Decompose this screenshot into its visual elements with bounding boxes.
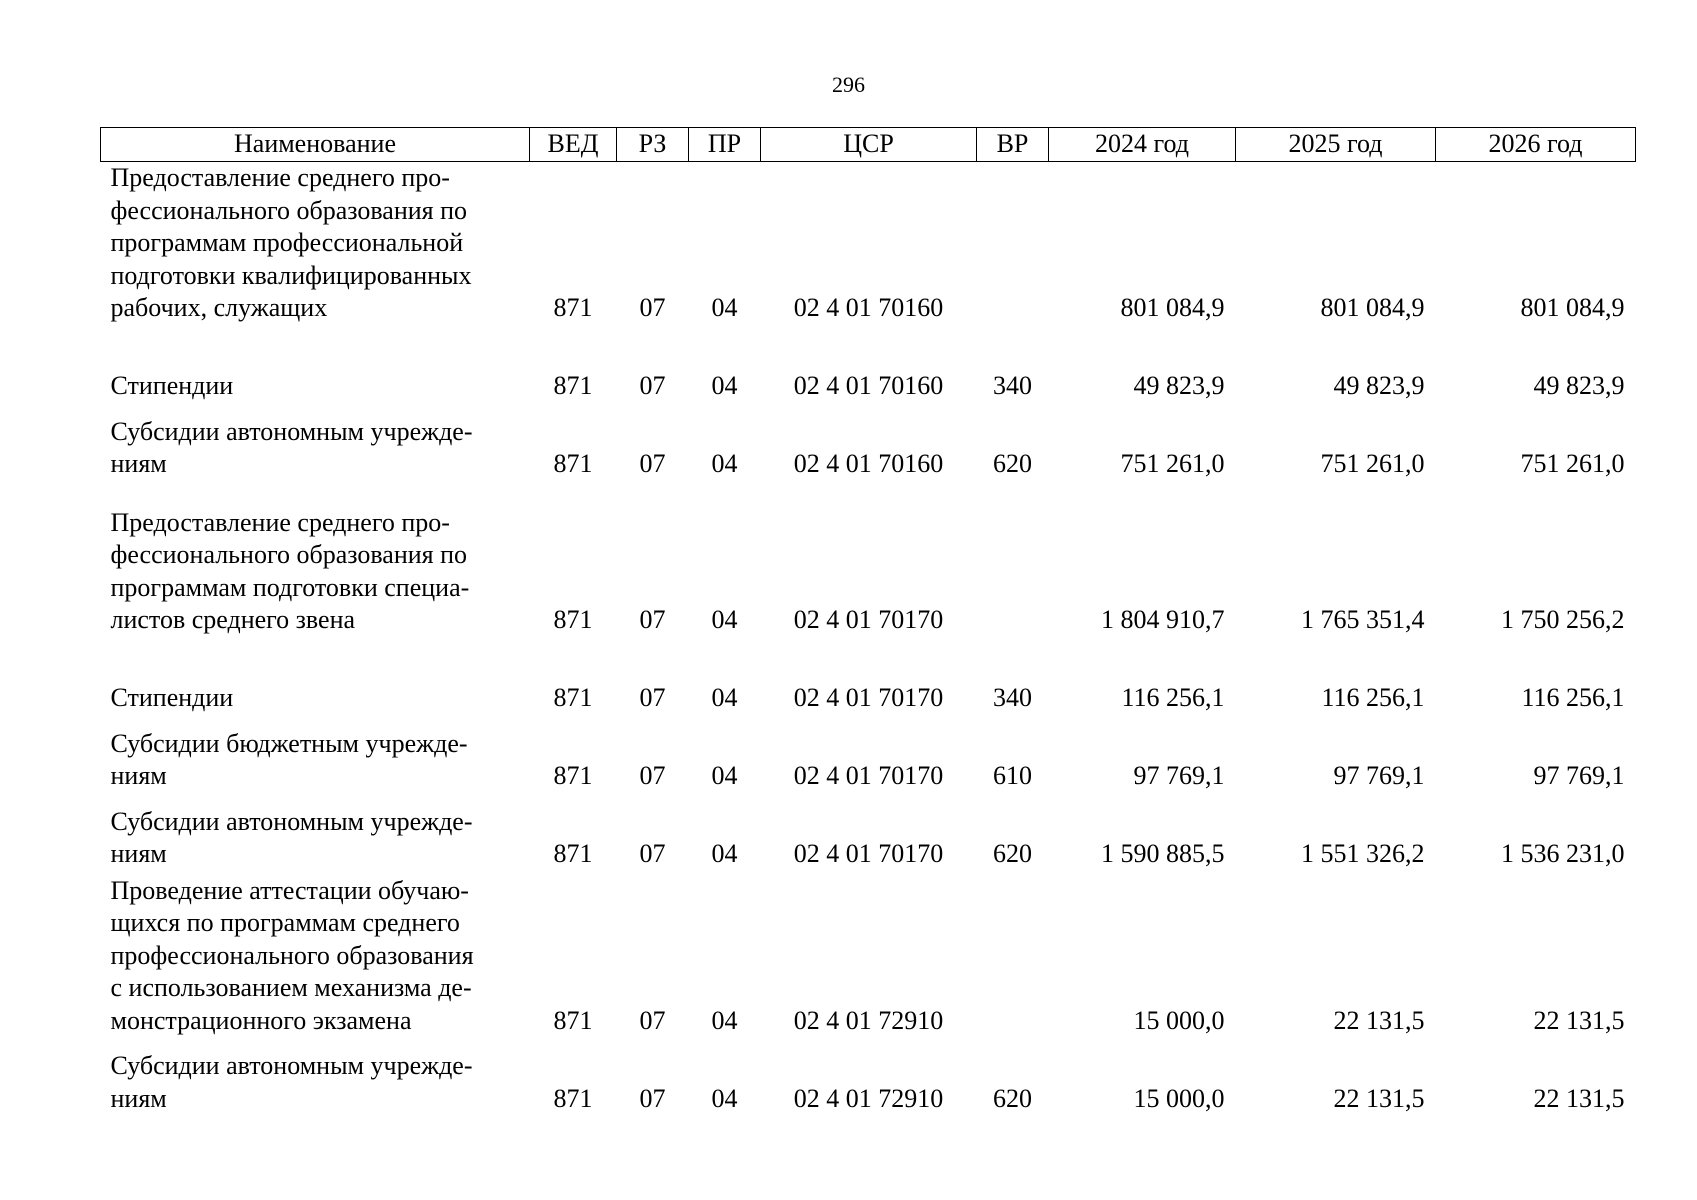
row-rz: 07 [639, 449, 666, 478]
row-rz: 07 [639, 683, 666, 712]
row-2025: 801 084,9 [1320, 293, 1425, 322]
row-csr: 02 4 01 70170 [793, 683, 944, 712]
row-2026: 1 750 256,2 [1501, 605, 1625, 634]
row-name: Стипендии [110, 371, 234, 400]
row-pr: 04 [711, 839, 738, 868]
row-vr: 340 [993, 371, 1032, 400]
row-2026: 751 261,0 [1520, 449, 1625, 478]
row-pr: 04 [711, 1083, 738, 1113]
row-csr: 02 4 01 70170 [793, 605, 944, 634]
row-ved: 871 [553, 605, 593, 634]
row-rz: 07 [639, 1083, 666, 1113]
table-row [101, 797, 1636, 875]
row-pr: 04 [711, 449, 738, 478]
row-rz: 07 [639, 839, 666, 868]
table-header-row [101, 128, 1636, 162]
table-row [101, 329, 1636, 407]
row-ved: 871 [553, 1005, 593, 1035]
row-ved: 871 [553, 293, 593, 322]
row-name: Субсидии бюджетным учрежде- ниям [110, 728, 468, 790]
page-number: 296 [832, 72, 865, 97]
header-ved: ВЕД [530, 128, 617, 162]
row-rz: 07 [639, 761, 666, 790]
row-pr: 04 [711, 605, 738, 634]
header-csr: ЦСР [761, 128, 977, 162]
row-csr: 02 4 01 70160 [793, 449, 944, 478]
row-name: Предоставление среднего про- фессионального образования по программам профессиональной подготовки квалифицированных рабочих, служащих [110, 163, 472, 322]
header-vr: ВР [977, 128, 1049, 162]
row-2025: 49 823,9 [1333, 371, 1425, 400]
row-vr: 620 [993, 449, 1032, 478]
row-2024: 15 000,0 [1133, 1005, 1225, 1035]
row-pr: 04 [711, 371, 738, 400]
row-vr: 610 [993, 761, 1032, 790]
row-pr: 04 [711, 1005, 738, 1035]
row-2026: 22 131,5 [1533, 1005, 1625, 1035]
row-ved: 871 [553, 761, 593, 790]
row-csr: 02 4 01 72910 [793, 1005, 944, 1035]
table-row [101, 162, 1636, 329]
row-name: Субсидии автономным учрежде- ниям [110, 416, 473, 478]
row-name: Проведение аттестации обучаю- щихся по программам среднего профессионального образования с использованием механизма де- монстрационного экзамена [110, 875, 474, 1035]
row-ved: 871 [553, 683, 593, 712]
header-rz: РЗ [617, 128, 689, 162]
row-vr [977, 485, 1049, 641]
row-vr: 340 [993, 683, 1032, 712]
header-pr: ПР [689, 128, 761, 162]
row-csr: 02 4 01 70160 [793, 293, 944, 322]
table-row [101, 485, 1636, 641]
row-name: Стипендии [110, 683, 234, 712]
row-2025: 1 765 351,4 [1301, 605, 1425, 634]
row-2024: 801 084,9 [1120, 293, 1225, 322]
row-pr: 04 [711, 293, 738, 322]
row-csr: 02 4 01 70170 [793, 761, 944, 790]
row-rz: 07 [639, 371, 666, 400]
row-csr: 02 4 01 70160 [793, 371, 944, 400]
row-name: Предоставление среднего про- фессионального образования по программам подготовки специа- листов среднего звена [110, 507, 470, 634]
row-name: Субсидии автономным учрежде- ниям [110, 806, 473, 868]
row-rz: 07 [639, 605, 666, 634]
row-ved: 871 [553, 839, 593, 868]
row-2026: 22 131,5 [1533, 1083, 1625, 1113]
row-csr: 02 4 01 72910 [793, 1083, 944, 1113]
row-2024: 1 590 885,5 [1101, 839, 1225, 868]
row-rz: 07 [639, 293, 666, 322]
row-2026: 801 084,9 [1520, 293, 1625, 322]
row-rz: 07 [639, 1005, 666, 1035]
row-name: Субсидии автономным учрежде- ниям [110, 1051, 473, 1113]
row-vr: 620 [993, 839, 1032, 868]
row-2026: 49 823,9 [1533, 371, 1625, 400]
row-2024: 751 261,0 [1120, 449, 1225, 478]
row-vr: 620 [993, 1083, 1032, 1113]
row-2024: 1 804 910,7 [1101, 605, 1225, 634]
row-2025: 22 131,5 [1333, 1083, 1425, 1113]
row-2025: 116 256,1 [1321, 683, 1425, 712]
budget-table [100, 127, 1636, 1119]
row-ved: 871 [553, 371, 593, 400]
row-ved: 871 [553, 449, 593, 478]
header-2025: 2025 год [1236, 128, 1436, 162]
table-row [101, 719, 1636, 797]
header-2026: 2026 год [1436, 128, 1636, 162]
row-vr [977, 162, 1049, 329]
row-2026: 97 769,1 [1533, 761, 1625, 790]
table-row [101, 875, 1636, 1042]
row-2025: 22 131,5 [1333, 1005, 1425, 1035]
row-2024: 49 823,9 [1133, 371, 1225, 400]
row-2025: 97 769,1 [1333, 761, 1425, 790]
row-2026: 116 256,1 [1521, 683, 1625, 712]
row-2026: 1 536 231,0 [1501, 839, 1625, 868]
row-2024: 15 000,0 [1133, 1083, 1225, 1113]
row-ved: 871 [553, 1083, 593, 1113]
row-pr: 04 [711, 683, 738, 712]
row-2025: 751 261,0 [1320, 449, 1425, 478]
row-csr: 02 4 01 70170 [793, 839, 944, 868]
row-vr [977, 875, 1049, 1042]
row-2025: 1 551 326,2 [1301, 839, 1425, 868]
header-name: Наименование [101, 128, 530, 162]
row-2024: 116 256,1 [1121, 683, 1225, 712]
header-2024: 2024 год [1049, 128, 1236, 162]
table-row [101, 641, 1636, 719]
table-row [101, 407, 1636, 485]
row-2024: 97 769,1 [1133, 761, 1225, 790]
table-row [101, 1041, 1636, 1119]
row-pr: 04 [711, 761, 738, 790]
